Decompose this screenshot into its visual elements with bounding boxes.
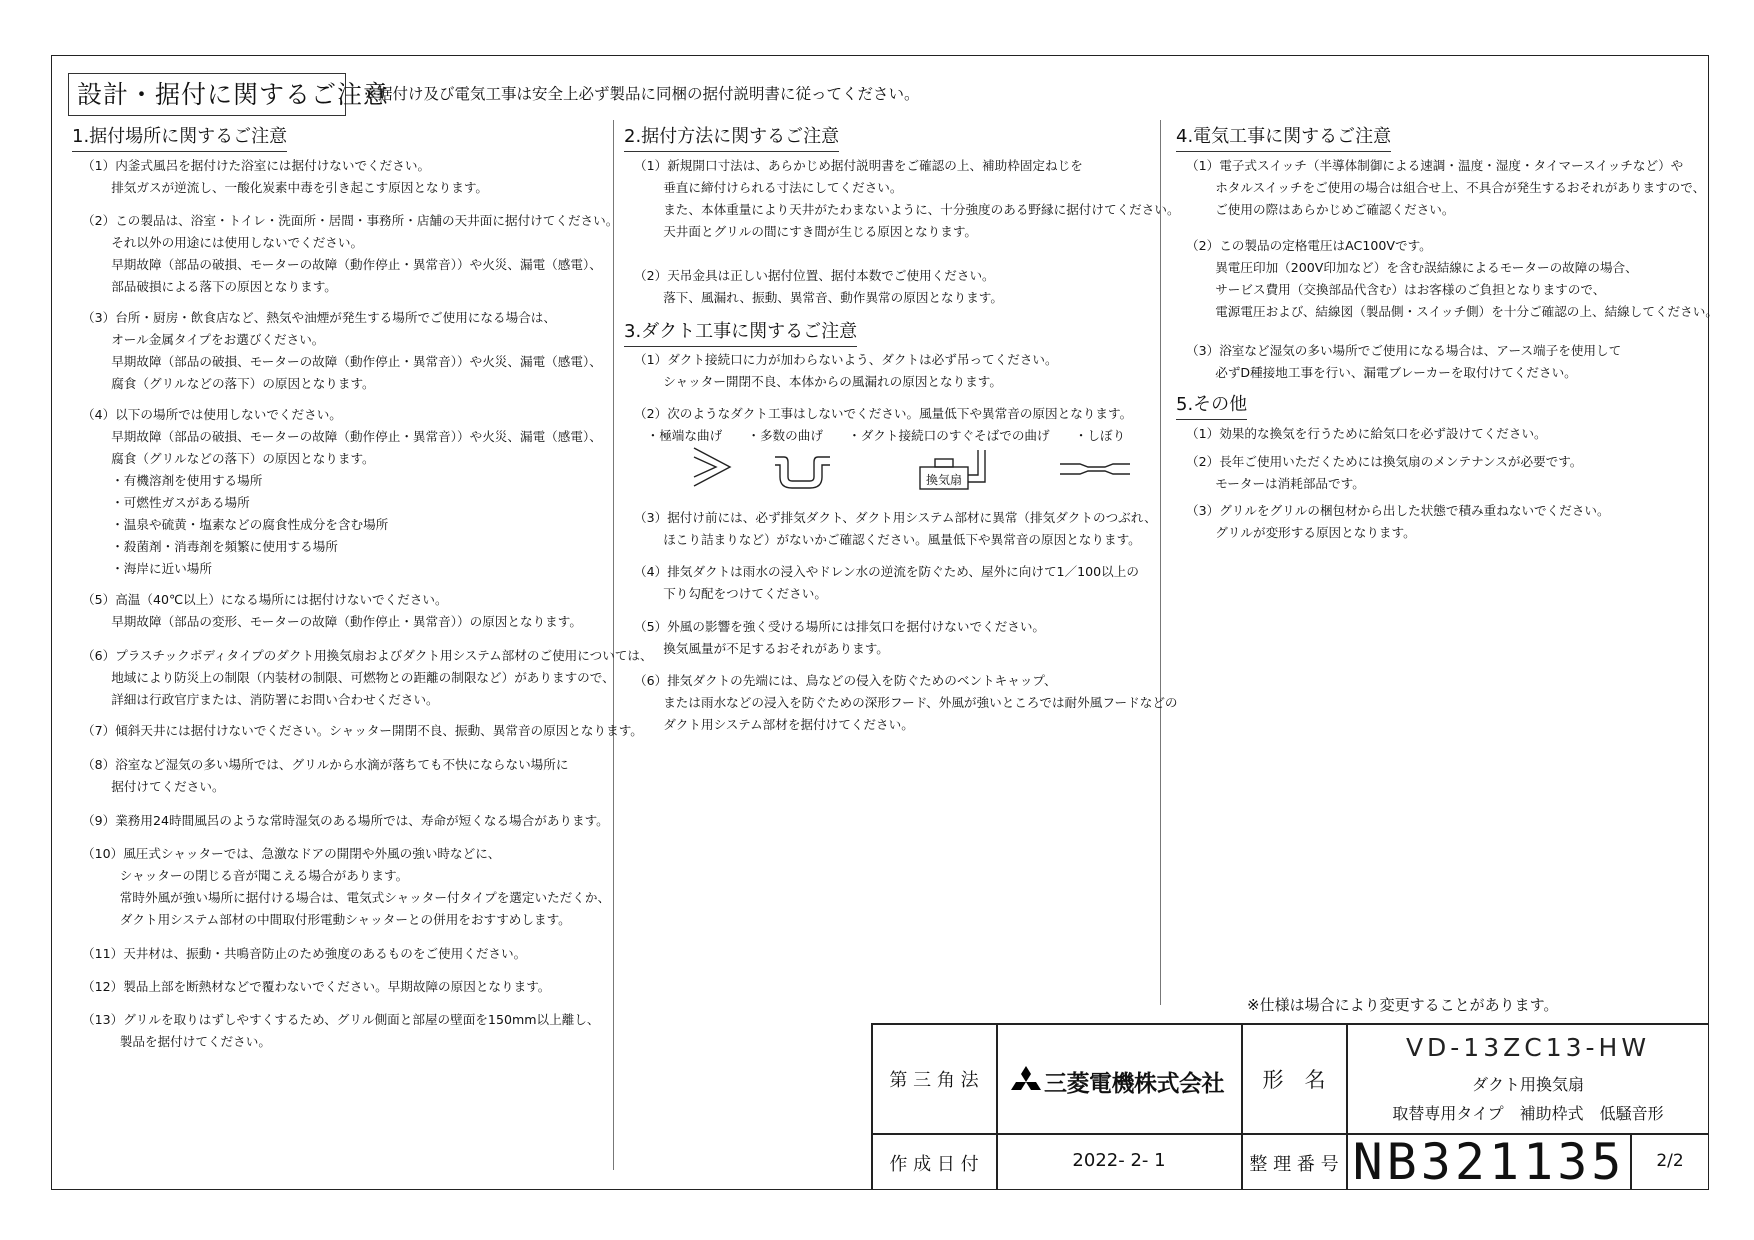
note-line: 垂直に締付けられる寸法にしてください。 [634,180,903,195]
spec-change-note: ※仕様は場合により変更することがあります。 [1247,996,1559,1014]
note-item [82,589,582,633]
note-item [1186,451,1582,495]
company-logo-area [1010,1065,1235,1097]
note-item [82,843,610,931]
note-item [82,307,602,395]
note-line: （1）内釜式風呂を据付けた浴室には据付けないでください。 [82,158,431,173]
note-line: （4）排気ダクトは雨水の浸入やドレン水の逆流を防ぐため、屋外に向けて1／100以上の [634,564,1139,579]
section-heading: 1.据付場所に関するご注意 [72,122,287,152]
note-item [82,404,602,580]
note-item [634,507,1157,551]
note-line: （3）浴室など湿気の多い場所でご使用になる場合は、アース端子を使用して [1186,343,1622,358]
constriction-icon [1060,464,1130,474]
note-line: 地域により防災上の制限（内装材の制限、可燃物との距離の制限など）がありますので、 [82,670,615,685]
note-line: 据付けてください。 [82,779,225,794]
note-item [82,943,526,965]
note-line: または雨水などの浸入を防ぐための深形フード、外風が強いところでは耐外風フードなどの [634,695,1178,710]
note-line: （9）業務用24時間風呂のような常時湿気のある場所では、寿命が短くなる場合があります。 [82,813,609,828]
note-line: （7）傾斜天井には据付けないでください。シャッター開閉不良、振動、異常音の原因となります。 [82,723,643,738]
note-line: （12）製品上部を断熱材などで覆わないでください。早期故障の原因となります。 [82,979,551,994]
note-item [82,155,488,199]
note-item [1186,423,1547,445]
note-line: 異電圧印加（200V印加など）を含む誤結線によるモーターの故障の場合、 [1186,260,1638,275]
note-line: （8）浴室など湿気の多い場所では、グリルから水滴が落ちても不快にならない場所に [82,757,569,772]
note-line: サービス費用（交換部品代含む）はお客様のご負担となりますので、 [1186,282,1606,297]
reference-number-label: 整 理 番 号 [1249,1154,1339,1175]
note-item [634,616,1045,660]
note-line: 早期故障（部品の変形、モーターの故障（動作停止・異常音））の原因となります。 [82,614,582,629]
section-heading: 5.その他 [1176,390,1247,420]
note-line: （6）排気ダクトの先端には、鳥などの侵入を防ぐためのベントキャップ、 [634,673,1057,688]
note-line: （1）効果的な換気を行うために給気口を必ず設けてください。 [1186,426,1547,441]
note-item [82,720,643,742]
note-line: 製品を据付けてください。 [82,1034,271,1049]
note-line: ホタルスイッチをご使用の場合は組合せ上、不具合が発生するおそれがありますので、 [1186,180,1706,195]
note-line: （2）長年ご使用いただくためには換気扇のメンテナンスが必要です。 [1186,454,1583,469]
note-line: ・極端な曲げ ・多数の曲げ ・ダクト接続口のすぐそばでの曲げ ・しぼり [634,428,1126,443]
product-name: ダクト用換気扇 [1471,1075,1584,1094]
note-line: （2）この製品は、浴室・トイレ・洗面所・居間・事務所・店舗の天井面に据付けてください。 [82,213,619,228]
multiple-bends-icon [775,457,830,488]
note-line: 排気ガスが逆流し、一酸化炭素中毒を引き起こす原因となります。 [82,180,488,195]
note-item [82,810,609,832]
note-line: ダクト用システム部材の中間取付形電動シャッターとの併用をおすすめします。 [82,912,571,927]
product-type: 取替専用タイプ 補助枠式 低騒音形 [1392,1104,1664,1123]
note-line: 早期故障（部品の破損、モーターの故障（動作停止・異常音））や火災、漏電（感電）、 [82,429,602,444]
note-line: 腐食（グリルなどの落下）の原因となります。 [82,376,375,391]
note-item [634,155,1180,243]
note-item [634,349,1058,393]
column-divider-2 [1160,120,1161,1005]
note-line: 落下、風漏れ、振動、異常音、動作異常の原因となります。 [634,290,1003,305]
duct-diagram [660,445,1130,490]
note-item [634,561,1139,605]
mitsubishi-logo-icon [1010,1066,1042,1096]
note-line: ・殺菌剤・消毒剤を頻繁に使用する場所 [82,539,338,554]
note-line: ほこり詰まりなど）がないかご確認ください。風量低下や異常音の原因となります。 [634,532,1141,547]
note-line: ・可燃性ガスがある場所 [82,495,250,510]
note-line: （3）グリルをグリルの梱包材から出した状態で積み重ねないでください。 [1186,503,1610,518]
note-line: （2）この製品の定格電圧はAC100Vです。 [1186,238,1432,253]
note-line: （5）外風の影響を強く受ける場所には排気口を据付けないでください。 [634,619,1046,634]
note-item [634,403,1132,447]
note-line: モーターは消耗部品です。 [1186,476,1365,491]
note-line: また、本体重量により天井がたわまないように、十分強度のある野縁に据付けてください。 [634,202,1180,217]
note-line: 詳細は行政官庁または、消防署にお問い合わせください。 [82,692,439,707]
note-line: 常時外風が強い場所に据付ける場合は、電気式シャッター付タイプを選定いただくか、 [82,890,611,905]
section-heading: 2.据付方法に関するご注意 [624,122,839,152]
note-item [634,265,1003,309]
note-item [1186,155,1705,221]
note-line: グリルが変形する原因となります。 [1186,525,1416,540]
note-line: （1）新規開口寸法は、あらかじめ据付説明書をご確認の上、補助枠固定ねじを [634,158,1083,173]
note-line: （3）据付け前には、必ず排気ダクト、ダクト用システム部材に異常（排気ダクトのつぶれ、 [634,510,1157,525]
note-line: （5）高温（40℃以上）になる場所には据付けないでください。 [82,592,448,607]
projection-method: 第 三 角 法 [889,1070,979,1091]
note-line: （10）風圧式シャッターでは、急激なドアの開閉や外風の強い時などに、 [82,846,501,861]
note-item [82,1009,599,1053]
note-line: 早期故障（部品の破損、モーターの故障（動作停止・異常音））や火災、漏電（感電）、 [82,257,602,272]
note-item [82,754,568,798]
note-item [82,210,618,298]
note-line: 天井面とグリルの間にすき間が生じる原因となります。 [634,224,978,239]
note-line: （2）次のようなダクト工事はしないでください。風量低下や異常音の原因となります。 [634,406,1133,421]
reference-number: NB321135 [1352,1133,1626,1191]
note-item [82,976,550,998]
note-item [1186,500,1610,544]
note-item [634,670,1178,736]
creation-date-value: 2022- 2- 1 [1072,1150,1166,1171]
note-line: （1）ダクト接続口に力が加わらないよう、ダクトは必ず吊ってください。 [634,352,1058,367]
note-line: （2）天吊金具は正しい据付位置、据付本数でご使用ください。 [634,268,995,283]
note-line: 換気風量が不足するおそれがあります。 [634,641,889,656]
document-title: 設計・据付に関するご注意 [68,73,346,116]
note-line: （4）以下の場所では使用しないでください。 [82,407,342,422]
note-line: ご使用の際はあらかじめご確認ください。 [1186,202,1455,217]
note-line: シャッターの閉じる音が聞こえる場合があります。 [82,868,409,883]
note-line: （6）プラスチックボディタイプのダクト用換気扇およびダクト用システム部材のご使用については、 [82,648,653,663]
title-note: ※据付け及び電気工事は安全上必ず製品に同梱の据付説明書に従ってください。 [364,85,920,103]
note-line: シャッター開閉不良、本体からの風漏れの原因となります。 [634,374,1002,389]
note-line: （13）グリルを取りはずしやすくするため、グリル側面と部屋の壁面を150mm以上離し、 [82,1012,600,1027]
note-line: 下り勾配をつけてください。 [634,586,827,601]
section-heading: 4.電気工事に関するご注意 [1176,122,1391,152]
note-item [1186,340,1621,384]
sharp-bend-icon [694,448,730,486]
note-line: ・温泉や硫黄・塩素などの腐食性成分を含む場所 [82,517,389,532]
note-line: ・有機溶剤を使用する場所 [82,473,263,488]
note-line: 早期故障（部品の破損、モーターの故障（動作停止・異常音））や火災、漏電（感電）、 [82,354,602,369]
model-number: VD-13ZC13-HW [1405,1033,1651,1062]
company-name: 三菱電機株式会社 [1044,1071,1224,1097]
note-line: それ以外の用途には使用しないでください。 [82,235,364,250]
fan-diagram-label: 換気扇 [925,473,963,487]
note-line: ダクト用システム部材を据付けてください。 [634,717,914,732]
note-line: 電源電圧および、結線図（製品側・スイッチ側）を十分ご確認の上、結線してください。 [1186,304,1718,319]
note-line: （3）台所・厨房・飲食店など、熱気や油煙が発生する場所でご使用になる場合は、 [82,310,556,325]
note-line: 部品破損による落下の原因となります。 [82,279,337,294]
model-label: 形 名 [1262,1068,1326,1092]
section-heading: 3.ダクト工事に関するご注意 [624,317,857,347]
note-line: 必ずD種接地工事を行い、漏電ブレーカーを取付けてください。 [1186,365,1577,380]
note-line: （1）電子式スイッチ（半導体制御による速調・温度・湿度・タイマースイッチなど）や [1186,158,1684,173]
note-line: オール金属タイプをお選びください。 [82,332,325,347]
note-item [82,645,653,711]
note-line: ・海岸に近い場所 [82,561,212,576]
note-line: （11）天井材は、振動・共鳴音防止のため強度のあるものをご使用ください。 [82,946,527,961]
note-line: 腐食（グリルなどの落下）の原因となります。 [82,451,375,466]
page-number: 2/2 [1656,1151,1684,1171]
creation-date-label: 作 成 日 付 [889,1154,979,1175]
note-item [1186,235,1718,323]
